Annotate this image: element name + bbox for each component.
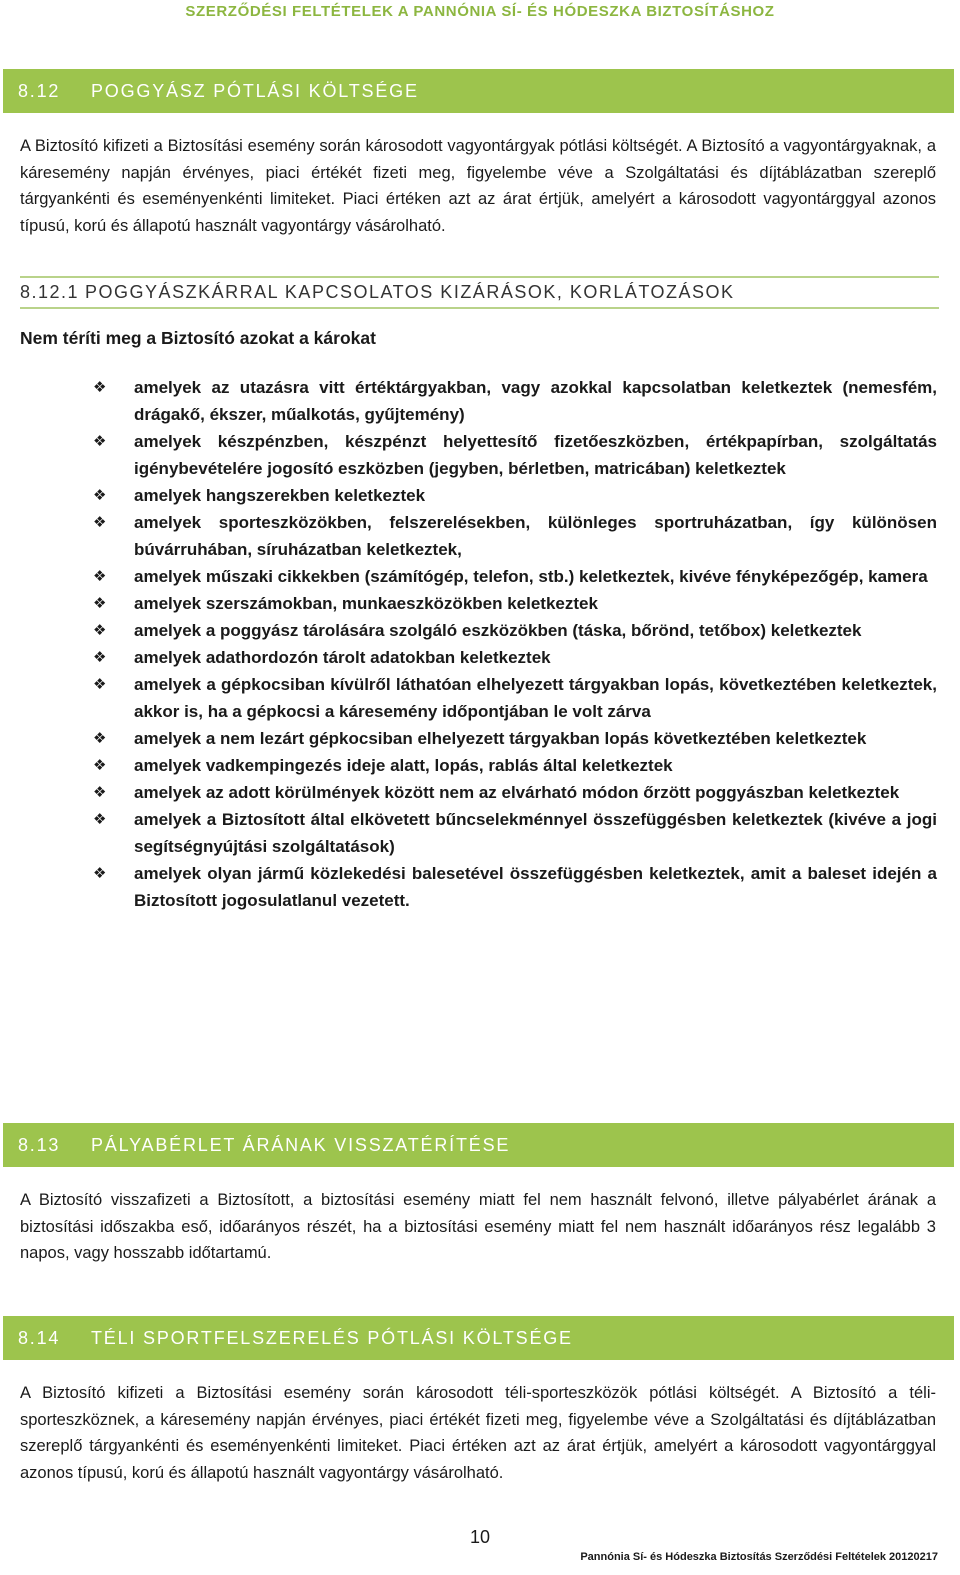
- section-number: 8.14: [18, 1327, 61, 1348]
- list-item: ❖ amelyek az adott körülmények között nem az elvárható módon őrzött poggyászban keletkeztek: [0, 779, 937, 806]
- section-title: PÁLYABÉRLET ÁRÁNAK VISSZATÉRÍTÉSE: [91, 1134, 511, 1155]
- footer-document-id: Pannónia Sí- és Hódeszka Biztosítás Szerződési Feltételek 20120217: [580, 1551, 938, 1563]
- diamond-bullet-icon: ❖: [93, 595, 107, 612]
- diamond-bullet-icon: ❖: [93, 622, 107, 639]
- section-heading-8-14: [3, 1316, 954, 1360]
- exclusions-list: [0, 374, 960, 914]
- section-number: 8.13: [18, 1134, 61, 1155]
- list-item: ❖ amelyek a nem lezárt gépkocsiban elhelyezett tárgyakban lopás következtében keletkeztek: [0, 725, 937, 752]
- running-header: SZERZŐDÉSI FELTÉTELEK A PANNÓNIA SÍ- ÉS HÓDESZKA BIZTOSÍTÁSHOZ: [185, 3, 775, 20]
- section-number: 8.12: [18, 80, 61, 101]
- list-item: ❖ amelyek a poggyász tárolására szolgáló eszközökben (táska, bőrönd, tetőbox) keletkeztek: [0, 617, 937, 644]
- section-body-8-14: A Biztosító kifizeti a Biztosítási esemény során károsodott téli-sporteszközök pótlási költségét. A Biztosító a téli-sporteszköznek, a káresemény napján érvényes, piaci értékét fizeti meg, figyelembe véve a Szolgáltatási és díjtáblázatban szereplő tárgyankénti és eseményenkénti limiteket. Piaci értéken azt az árat értjük, amelyért a károsodott vagyontárggyal azonos típusú, korú és állapotú használt vagyontárgy vásárolható.: [20, 1384, 936, 1482]
- list-item: ❖ amelyek vadkempingezés ideje alatt, lopás, rablás által keletkeztek: [0, 752, 937, 779]
- list-item: ❖ amelyek a Biztosított által elkövetett bűncselekménnyel összefüggésben keletkeztek (kivéve a jogi segítségnyújtási szolgáltatások): [0, 806, 937, 860]
- subsection-number: 8.12.1: [20, 282, 80, 302]
- diamond-bullet-icon: ❖: [93, 487, 107, 504]
- diamond-bullet-icon: ❖: [93, 433, 107, 450]
- list-item: ❖ amelyek a gépkocsiban kívülről láthatóan elhelyezett tárgyakban lopás, következtében keletkeztek, akkor is, ha a gépkocsi a káresemény időpontjában le volt zárva: [0, 671, 937, 725]
- section-body-8-13: A Biztosító visszafizeti a Biztosított, a biztosítási esemény miatt fel nem használt felvonó, illetve pályabérlet árának a biztosítási időszakba eső, időarányos részét, ha a biztosítási esemény miatt fel nem használt időarányos rész legalább 3 napos, vagy hosszabb időtartamú.: [20, 1191, 936, 1262]
- diamond-bullet-icon: ❖: [93, 865, 107, 882]
- list-item: ❖ amelyek szerszámokban, munkaeszközökben keletkeztek: [0, 590, 937, 617]
- list-item: ❖ amelyek olyan jármű közlekedési balesetével összefüggésben keletkeztek, amit a baleset idején a Biztosított jogosulatlanul vezetett.: [0, 860, 937, 914]
- page-number: 10: [469, 1527, 491, 1547]
- diamond-bullet-icon: ❖: [93, 514, 107, 531]
- subsection-heading-8-12-1: [20, 276, 939, 309]
- subsection-title: POGGYÁSZKÁRRAL KAPCSOLATOS KIZÁRÁSOK, KORLÁTOZÁSOK: [85, 282, 735, 302]
- list-item: ❖ amelyek az utazásra vitt értéktárgyakban, vagy azokkal kapcsolatban keletkeztek (nemesfém, drágakő, ékszer, műalkotás, gyűjtemény): [0, 374, 937, 428]
- exclusions-intro: Nem téríti meg a Biztosító azokat a károkat: [20, 328, 376, 348]
- diamond-bullet-icon: ❖: [93, 676, 107, 693]
- diamond-bullet-icon: ❖: [93, 811, 107, 828]
- diamond-bullet-icon: ❖: [93, 379, 107, 396]
- diamond-bullet-icon: ❖: [93, 649, 107, 666]
- diamond-bullet-icon: ❖: [93, 784, 107, 801]
- diamond-bullet-icon: ❖: [93, 757, 107, 774]
- section-heading-8-12: [3, 69, 954, 113]
- section-title: POGGYÁSZ PÓTLÁSI KÖLTSÉGE: [91, 80, 419, 101]
- list-item: ❖ amelyek adathordozón tárolt adatokban keletkeztek: [0, 644, 937, 671]
- section-title: TÉLI SPORTFELSZERELÉS PÓTLÁSI KÖLTSÉGE: [91, 1327, 573, 1348]
- diamond-bullet-icon: ❖: [93, 568, 107, 585]
- diamond-bullet-icon: ❖: [93, 730, 107, 747]
- section-heading-8-13: [3, 1123, 954, 1167]
- section-body-8-12: A Biztosító kifizeti a Biztosítási esemény során károsodott vagyontárgyak pótlási költségét. A Biztosító a vagyontárgyaknak, a káresemény napján érvényes, piaci értékét fizeti meg, figyelembe véve a Szolgáltatási és díjtáblázatban szereplő tárgyankénti és eseményenkénti limiteket. Piaci értéken azt az árat értjük, amelyért a károsodott vagyontárggyal azonos típusú, korú és állapotú használt vagyontárgy vásárolható.: [20, 137, 936, 235]
- list-item: ❖ amelyek készpénzben, készpénzt helyettesítő fizetőeszközben, értékpapírban, szolgáltatás igénybevételére jogosító eszközben (jegyben, bérletben, matricában) keletkeztek: [0, 428, 937, 482]
- list-item: ❖ amelyek műszaki cikkekben (számítógép, telefon, stb.) keletkeztek, kivéve fényképezőgép, kamera: [0, 563, 937, 590]
- list-item: ❖ amelyek sporteszközökben, felszerelésekben, különleges sportruházatban, így különösen búvárruhában, síruházatban keletkeztek,: [0, 509, 937, 563]
- list-item: ❖ amelyek hangszerekben keletkeztek: [0, 482, 937, 509]
